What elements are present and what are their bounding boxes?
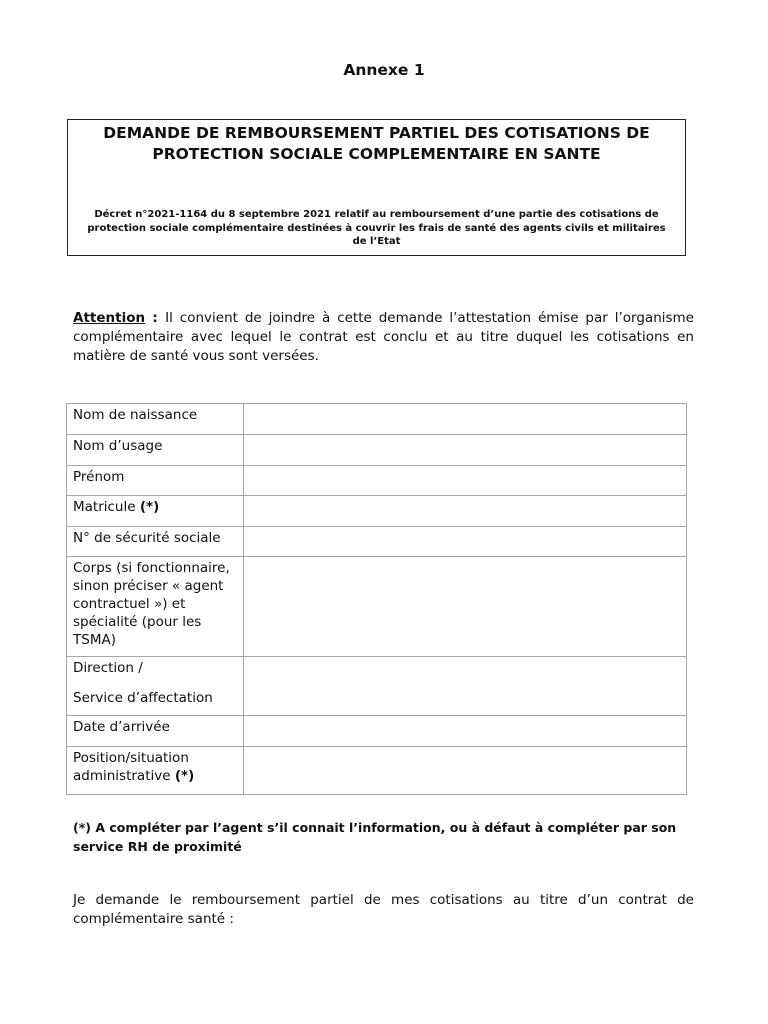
- arrival-date-label: Date d’arrivée: [67, 716, 244, 747]
- usage-name-field[interactable]: [244, 435, 687, 466]
- title-line-1: DEMANDE DE REMBOURSEMENT PARTIEL DES COTISATIONS DE: [103, 124, 650, 142]
- decree-line-2: protection sociale complémentaire destinées à couvrir les frais de santé des agents civils et militaires: [87, 222, 666, 234]
- position-label-text: Position/situation administrative: [73, 750, 189, 784]
- direction-label: [67, 657, 244, 716]
- first-name-field[interactable]: [244, 466, 687, 496]
- identity-form-table: [66, 403, 687, 795]
- annex-title: Annexe 1: [343, 61, 425, 79]
- position-field[interactable]: [244, 747, 687, 795]
- form-row-arrival-date: [67, 716, 687, 747]
- direction-field[interactable]: [244, 657, 687, 716]
- title-line-2: PROTECTION SOCIALE COMPLEMENTAIRE EN SANTE: [152, 145, 601, 163]
- direction-label-line-2: Service d’affectation: [73, 690, 213, 706]
- matricule-asterisk: (*): [139, 499, 160, 515]
- usage-name-label: Nom d’usage: [67, 435, 244, 466]
- birth-name-label: Nom de naissance: [67, 404, 244, 435]
- footnote-line-1: (*) A compléter par l’agent s’il connait l’information, ou à défaut à compléter par son: [73, 820, 677, 835]
- title-box: [67, 119, 686, 256]
- form-row-corps: [67, 557, 687, 657]
- arrival-date-field[interactable]: [244, 716, 687, 747]
- matricule-label: [67, 496, 244, 527]
- attention-text: Il convient de joindre à cette demande l’attestation émise par l’organisme complémentaire avec lequel le contrat est conclu et au titre duquel les cotisations en matière de santé vous sont versées.: [73, 310, 694, 364]
- form-row-first-name: [67, 466, 687, 496]
- form-row-direction: [67, 657, 687, 716]
- first-name-label: Prénom: [67, 466, 244, 496]
- document-title: [68, 123, 685, 165]
- position-label: [67, 747, 244, 795]
- position-asterisk: (*): [174, 768, 195, 784]
- matricule-field[interactable]: [244, 496, 687, 527]
- corps-label: Corps (si fonctionnaire, sinon préciser « agent contractuel ») et spécialité (pour les TSMA): [67, 557, 244, 657]
- decree-line-1: Décret n°2021-1164 du 8 septembre 2021 relatif au remboursement d’une partie des cotisations de: [94, 209, 659, 220]
- form-row-social-security: [67, 527, 687, 557]
- corps-field[interactable]: [244, 557, 687, 657]
- form-row-position: [67, 747, 687, 795]
- direction-label-line-1: Direction /: [73, 660, 143, 676]
- attention-label: Attention: [73, 310, 146, 326]
- birth-name-field[interactable]: [244, 404, 687, 435]
- decree-line-3: de l’Etat: [352, 236, 401, 247]
- attention-paragraph: [73, 309, 694, 366]
- matricule-label-text: Matricule: [73, 499, 140, 515]
- decree-reference: [74, 208, 679, 249]
- footnote: [73, 818, 698, 856]
- attention-separator: :: [145, 310, 166, 326]
- footnote-line-2: service RH de proximité: [73, 839, 242, 854]
- form-row-usage-name: [67, 435, 687, 466]
- form-row-birth-name: [67, 404, 687, 435]
- social-security-label: N° de sécurité sociale: [67, 527, 244, 557]
- request-paragraph: Je demande le remboursement partiel de mes cotisations au titre d’un contrat de complémentaire santé :: [73, 892, 694, 927]
- form-row-matricule: [67, 496, 687, 527]
- social-security-field[interactable]: [244, 527, 687, 557]
